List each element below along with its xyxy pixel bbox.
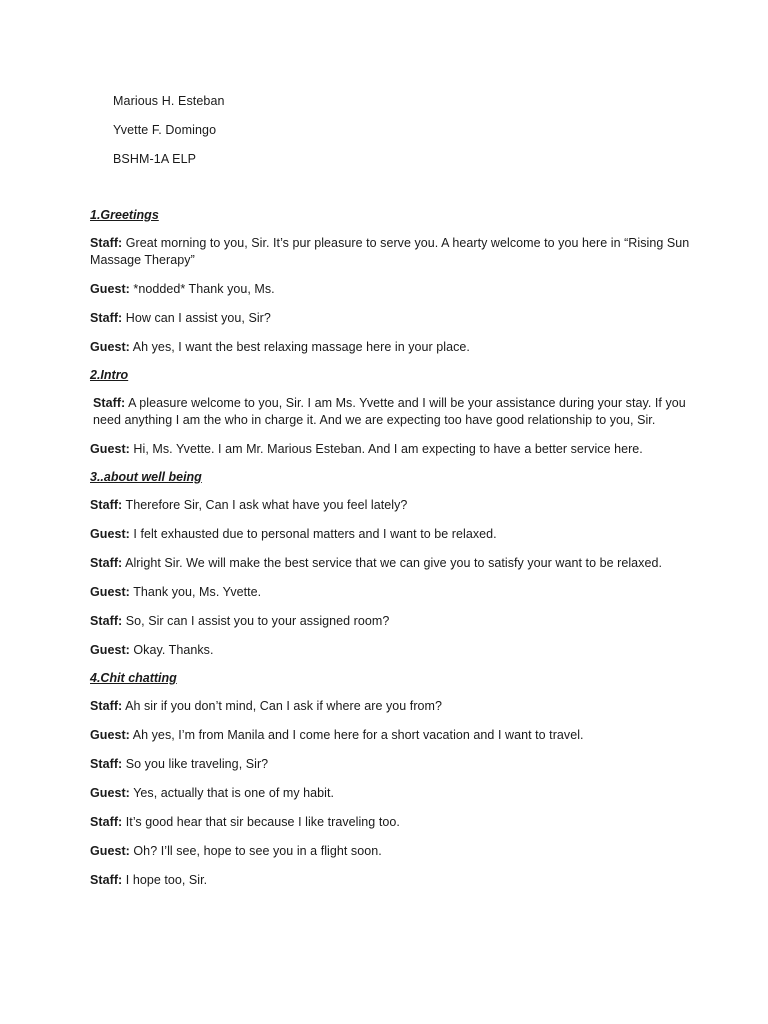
dialogue-text: *nodded* Thank you, Ms. bbox=[129, 282, 275, 296]
speaker-label: Staff: bbox=[90, 498, 123, 512]
speaker-label: Staff: bbox=[90, 614, 123, 628]
dialogue-line bbox=[90, 613, 690, 630]
speaker-label: Guest: bbox=[90, 282, 130, 296]
dialogue-line bbox=[90, 235, 690, 269]
section-heading: 3..about well being bbox=[90, 470, 202, 484]
dialogue-text: It’s good hear that sir because I like traveling too. bbox=[122, 815, 400, 829]
speaker-label: Guest: bbox=[90, 728, 130, 742]
speaker-label: Guest: bbox=[90, 844, 130, 858]
dialogue-text: Ah yes, I’m from Manila and I come here for a short vacation and I want to travel. bbox=[129, 728, 584, 742]
speaker-label: Guest: bbox=[90, 340, 130, 354]
dialogue-line bbox=[90, 785, 690, 802]
speaker-label: Guest: bbox=[90, 643, 130, 657]
dialogue-line bbox=[90, 339, 690, 356]
speaker-label: Staff: bbox=[90, 873, 123, 887]
dialogue-text: I felt exhausted due to personal matters and I want to be relaxed. bbox=[129, 527, 497, 541]
speaker-label: Staff: bbox=[90, 311, 123, 325]
dialogue-text: Yes, actually that is one of my habit. bbox=[129, 786, 335, 800]
dialogue-text: Therefore Sir, Can I ask what have you feel lately? bbox=[122, 498, 408, 512]
dialogue-text: Oh? I’ll see, hope to see you in a flight soon. bbox=[129, 844, 382, 858]
dialogue-text: Okay. Thanks. bbox=[129, 643, 214, 657]
section-heading: 1.Greetings bbox=[90, 208, 159, 222]
dialogue-line bbox=[90, 555, 690, 572]
speaker-label: Staff: bbox=[90, 815, 123, 829]
speaker-label: Guest: bbox=[90, 442, 130, 456]
dialogue-text: How can I assist you, Sir? bbox=[122, 311, 271, 325]
dialogue-line bbox=[90, 843, 690, 860]
dialogue-line bbox=[90, 727, 690, 744]
section-intro bbox=[90, 368, 690, 458]
dialogue-text: Hi, Ms. Yvette. I am Mr. Marious Esteban. And I am expecting to have a better service here. bbox=[129, 442, 643, 456]
dialogue-line bbox=[90, 698, 690, 715]
section-greetings bbox=[90, 208, 690, 356]
speaker-label: Staff: bbox=[90, 699, 123, 713]
class-section: BSHM-1A ELP bbox=[113, 152, 197, 166]
dialogue-line bbox=[90, 310, 690, 327]
author-name-2: Yvette F. Domingo bbox=[113, 123, 217, 137]
dialogue-text: A pleasure welcome to you, Sir. I am Ms. Yvette and I will be your assistance during your stay. If you need anything I am the who in charge it. And we are expecting too have good relationship to you, Sir. bbox=[93, 396, 686, 427]
dialogue-text: Alright Sir. We will make the best service that we can give you to satisfy your want to be relaxed. bbox=[122, 556, 662, 570]
dialogue-line bbox=[90, 872, 690, 889]
speaker-label: Guest: bbox=[90, 527, 130, 541]
dialogue-content bbox=[90, 208, 690, 901]
author-name-1: Marious H. Esteban bbox=[113, 94, 225, 108]
dialogue-text: Thank you, Ms. Yvette. bbox=[129, 585, 262, 599]
dialogue-line bbox=[90, 497, 690, 514]
dialogue-line bbox=[90, 756, 690, 773]
dialogue-line bbox=[90, 814, 690, 831]
dialogue-text: So, Sir can I assist you to your assigned room? bbox=[122, 614, 390, 628]
dialogue-line bbox=[90, 526, 690, 543]
speaker-label: Staff: bbox=[90, 236, 123, 250]
speaker-label: Staff: bbox=[93, 396, 126, 410]
dialogue-line bbox=[90, 395, 690, 429]
dialogue-line bbox=[90, 441, 690, 458]
dialogue-text: Great morning to you, Sir. It’s pur pleasure to serve you. A hearty welcome to you here in “Rising Sun Massage Therapy” bbox=[90, 236, 690, 267]
section-chit-chatting bbox=[90, 671, 690, 889]
speaker-label: Staff: bbox=[90, 757, 123, 771]
section-heading: 2.Intro bbox=[90, 368, 129, 382]
section-well-being bbox=[90, 470, 690, 659]
dialogue-text: Ah yes, I want the best relaxing massage here in your place. bbox=[129, 340, 470, 354]
dialogue-line bbox=[90, 642, 690, 659]
speaker-label: Staff: bbox=[90, 556, 123, 570]
dialogue-line bbox=[90, 281, 690, 298]
dialogue-text: I hope too, Sir. bbox=[122, 873, 208, 887]
section-heading: 4.Chit chatting bbox=[90, 671, 177, 685]
document-header bbox=[113, 94, 225, 181]
dialogue-text: Ah sir if you don’t mind, Can I ask if where are you from? bbox=[122, 699, 443, 713]
dialogue-text: So you like traveling, Sir? bbox=[122, 757, 269, 771]
speaker-label: Guest: bbox=[90, 786, 130, 800]
dialogue-line bbox=[90, 584, 690, 601]
speaker-label: Guest: bbox=[90, 585, 130, 599]
